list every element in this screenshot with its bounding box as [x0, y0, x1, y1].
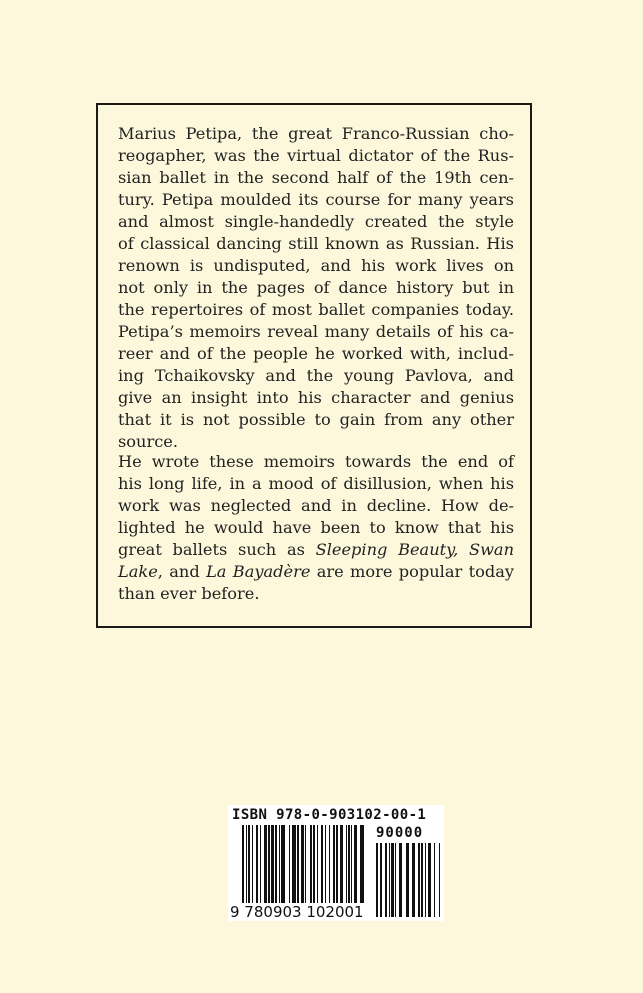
text-segment: lighted he would have been to know that his [118, 518, 514, 537]
barcode-bar [399, 843, 402, 917]
text-line [118, 451, 514, 473]
text-line: tury. Petipa moulded its course for many years [118, 190, 514, 209]
text-segment: work was neglected and in decline. How de- [118, 496, 514, 515]
isbn-number: ISBN 978-0-903102-00-1 [232, 807, 427, 823]
text-line [118, 561, 514, 583]
barcode-bar [412, 843, 415, 917]
text-line: Petipa’s memoirs reveal many details of his ca- [118, 322, 514, 341]
blurb-paragraph-2 [118, 451, 514, 605]
text-line [118, 583, 514, 605]
text-line: not only in the pages of dance history but in [118, 278, 514, 297]
text-segment: great ballets such as [118, 540, 316, 559]
text-line: ing Tchaikovsky and the young Pavlova, and [118, 366, 514, 385]
text-line: reer and of the people he worked with, includ- [118, 344, 514, 363]
isbn-barcode [228, 805, 444, 921]
barcode-bar [406, 843, 409, 917]
price-addon-number: 90000 [376, 825, 424, 841]
text-line [118, 539, 514, 561]
barcode-bar [439, 843, 440, 917]
barcode-bar [395, 843, 396, 917]
text-line: and almost single-handedly created the style [118, 212, 514, 231]
barcode-bar [380, 843, 382, 917]
ballet-title: La Bayadère [206, 562, 311, 581]
ballet-title: Sleeping Beauty, Swan [315, 540, 514, 559]
text-line [118, 473, 514, 495]
text-line: reogapher, was the virtual dictator of the Rus- [118, 146, 514, 165]
text-line [118, 495, 514, 517]
blurb-paragraph-1 [118, 123, 514, 453]
text-line: Marius Petipa, the great Franco-Russian cho- [118, 124, 514, 143]
barcode-bar [425, 843, 426, 917]
barcode-bar [376, 843, 378, 917]
barcode-bar [434, 843, 435, 917]
text-line: of classical dancing still known as Russian. His [118, 234, 514, 253]
text-segment: his long life, in a mood of disillusion, when his [118, 474, 514, 493]
barcode-bar [418, 843, 420, 917]
blurb-box [96, 103, 532, 628]
barcode-bar [421, 843, 423, 917]
barcode-bar [385, 843, 387, 917]
ean-digits: 9 780903 102001 [230, 903, 364, 921]
barcode-bar [389, 843, 390, 917]
text-segment: , and [157, 562, 207, 581]
barcode-bar [391, 843, 394, 917]
text-line: sian ballet in the second half of the 19th cen- [118, 168, 514, 187]
text-line [118, 517, 514, 539]
ballet-title: Lake [118, 562, 158, 581]
text-line: renown is undisputed, and his work lives on [118, 256, 514, 275]
text-segment: than ever before. [118, 584, 260, 603]
text-line: the repertoires of most ballet companies today. [118, 300, 514, 319]
text-line: that it is not possible to gain from any other [118, 410, 514, 429]
text-segment: He wrote these memoirs towards the end of [118, 452, 514, 471]
text-segment: are more popular today [310, 562, 514, 581]
text-line: give an insight into his character and genius [118, 388, 514, 407]
text-line: source. [118, 432, 179, 451]
barcode-bar [428, 843, 431, 917]
